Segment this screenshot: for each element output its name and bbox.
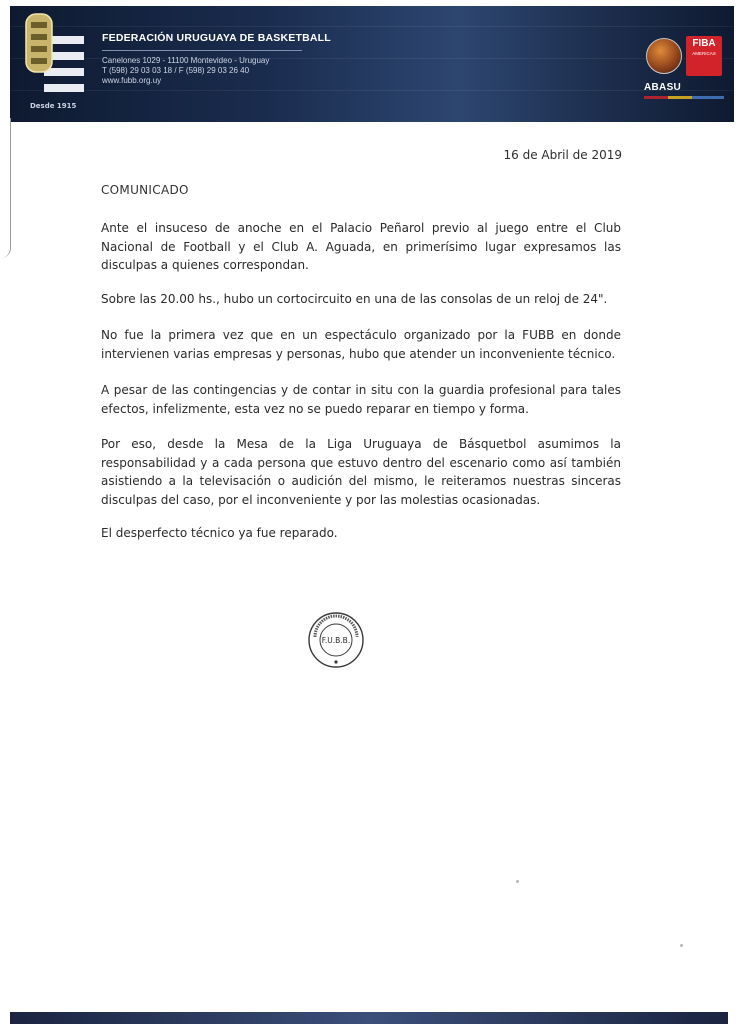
paragraph-2: Sobre las 20.00 hs., hubo un cortocircuito en una de las consolas de un reloj de 24". [101,292,608,306]
paragraph-1: Ante el insuceso de anoche en el Palacio Peñarol previo al juego entre el Club Nacional de Football y el Club A. Aguada, en primerísimo lugar expresamos las disculpas a quienes correspondan. [101,221,621,272]
letterhead-banner [10,6,734,122]
basketball-logo-icon [646,38,682,74]
scan-speck [516,880,519,883]
fubb-seal-stamp [307,611,365,669]
fubb-logo-icon [22,12,88,116]
paragraph-3: No fue la primera vez que en un espectáculo organizado por la FUBB en donde intervienen varias empresas y personas, hubo que atender un inconveniente técnico. [101,328,621,361]
partner-logos [642,34,728,104]
seal-center-text: F.U.B.B. [321,636,351,645]
letter-date: 16 de Abril de 2019 [503,148,622,162]
footer-bar [10,1012,728,1024]
federation-phone: T (598) 29 03 03 18 / F (598) 29 03 26 40 [102,66,250,75]
paragraph-5: Por eso, desde la Mesa de la Liga Uruguaya de Básquetbol asumimos la responsabilidad y a cada persona que estuvo dentro del escenario como así también asistiendo a la televisación o audición del mismo, le reiteramos nuestras sinceras disculpas del caso, por el inconveniente y por las molestias ocasionadas. [101,437,621,507]
federation-website: www.fubb.org.uy [102,76,162,85]
scan-edge [0,118,11,258]
paragraph-4: A pesar de las contingencias y de contar in situ con la guardia profesional para tales efectos, infelizmente, esta vez no se puedo reparar en tiempo y forma. [101,383,621,416]
since-label: Desde 1915 [30,102,77,110]
letter-title: COMUNICADO [101,183,189,197]
federation-name: FEDERACIÓN URUGUAYA DE BASKETBALL [102,32,331,44]
header-divider [102,50,302,51]
scan-speck [680,944,683,947]
abasu-color-bar [644,96,724,99]
paragraph-6: El desperfecto técnico ya fue reparado. [101,526,338,540]
abasu-logo: ABASU [644,82,682,93]
federation-address: Canelones 1029 - 11100 Montevideo - Uruguay [102,56,270,65]
fiba-logo: FIBA AMERICAS [686,36,722,76]
